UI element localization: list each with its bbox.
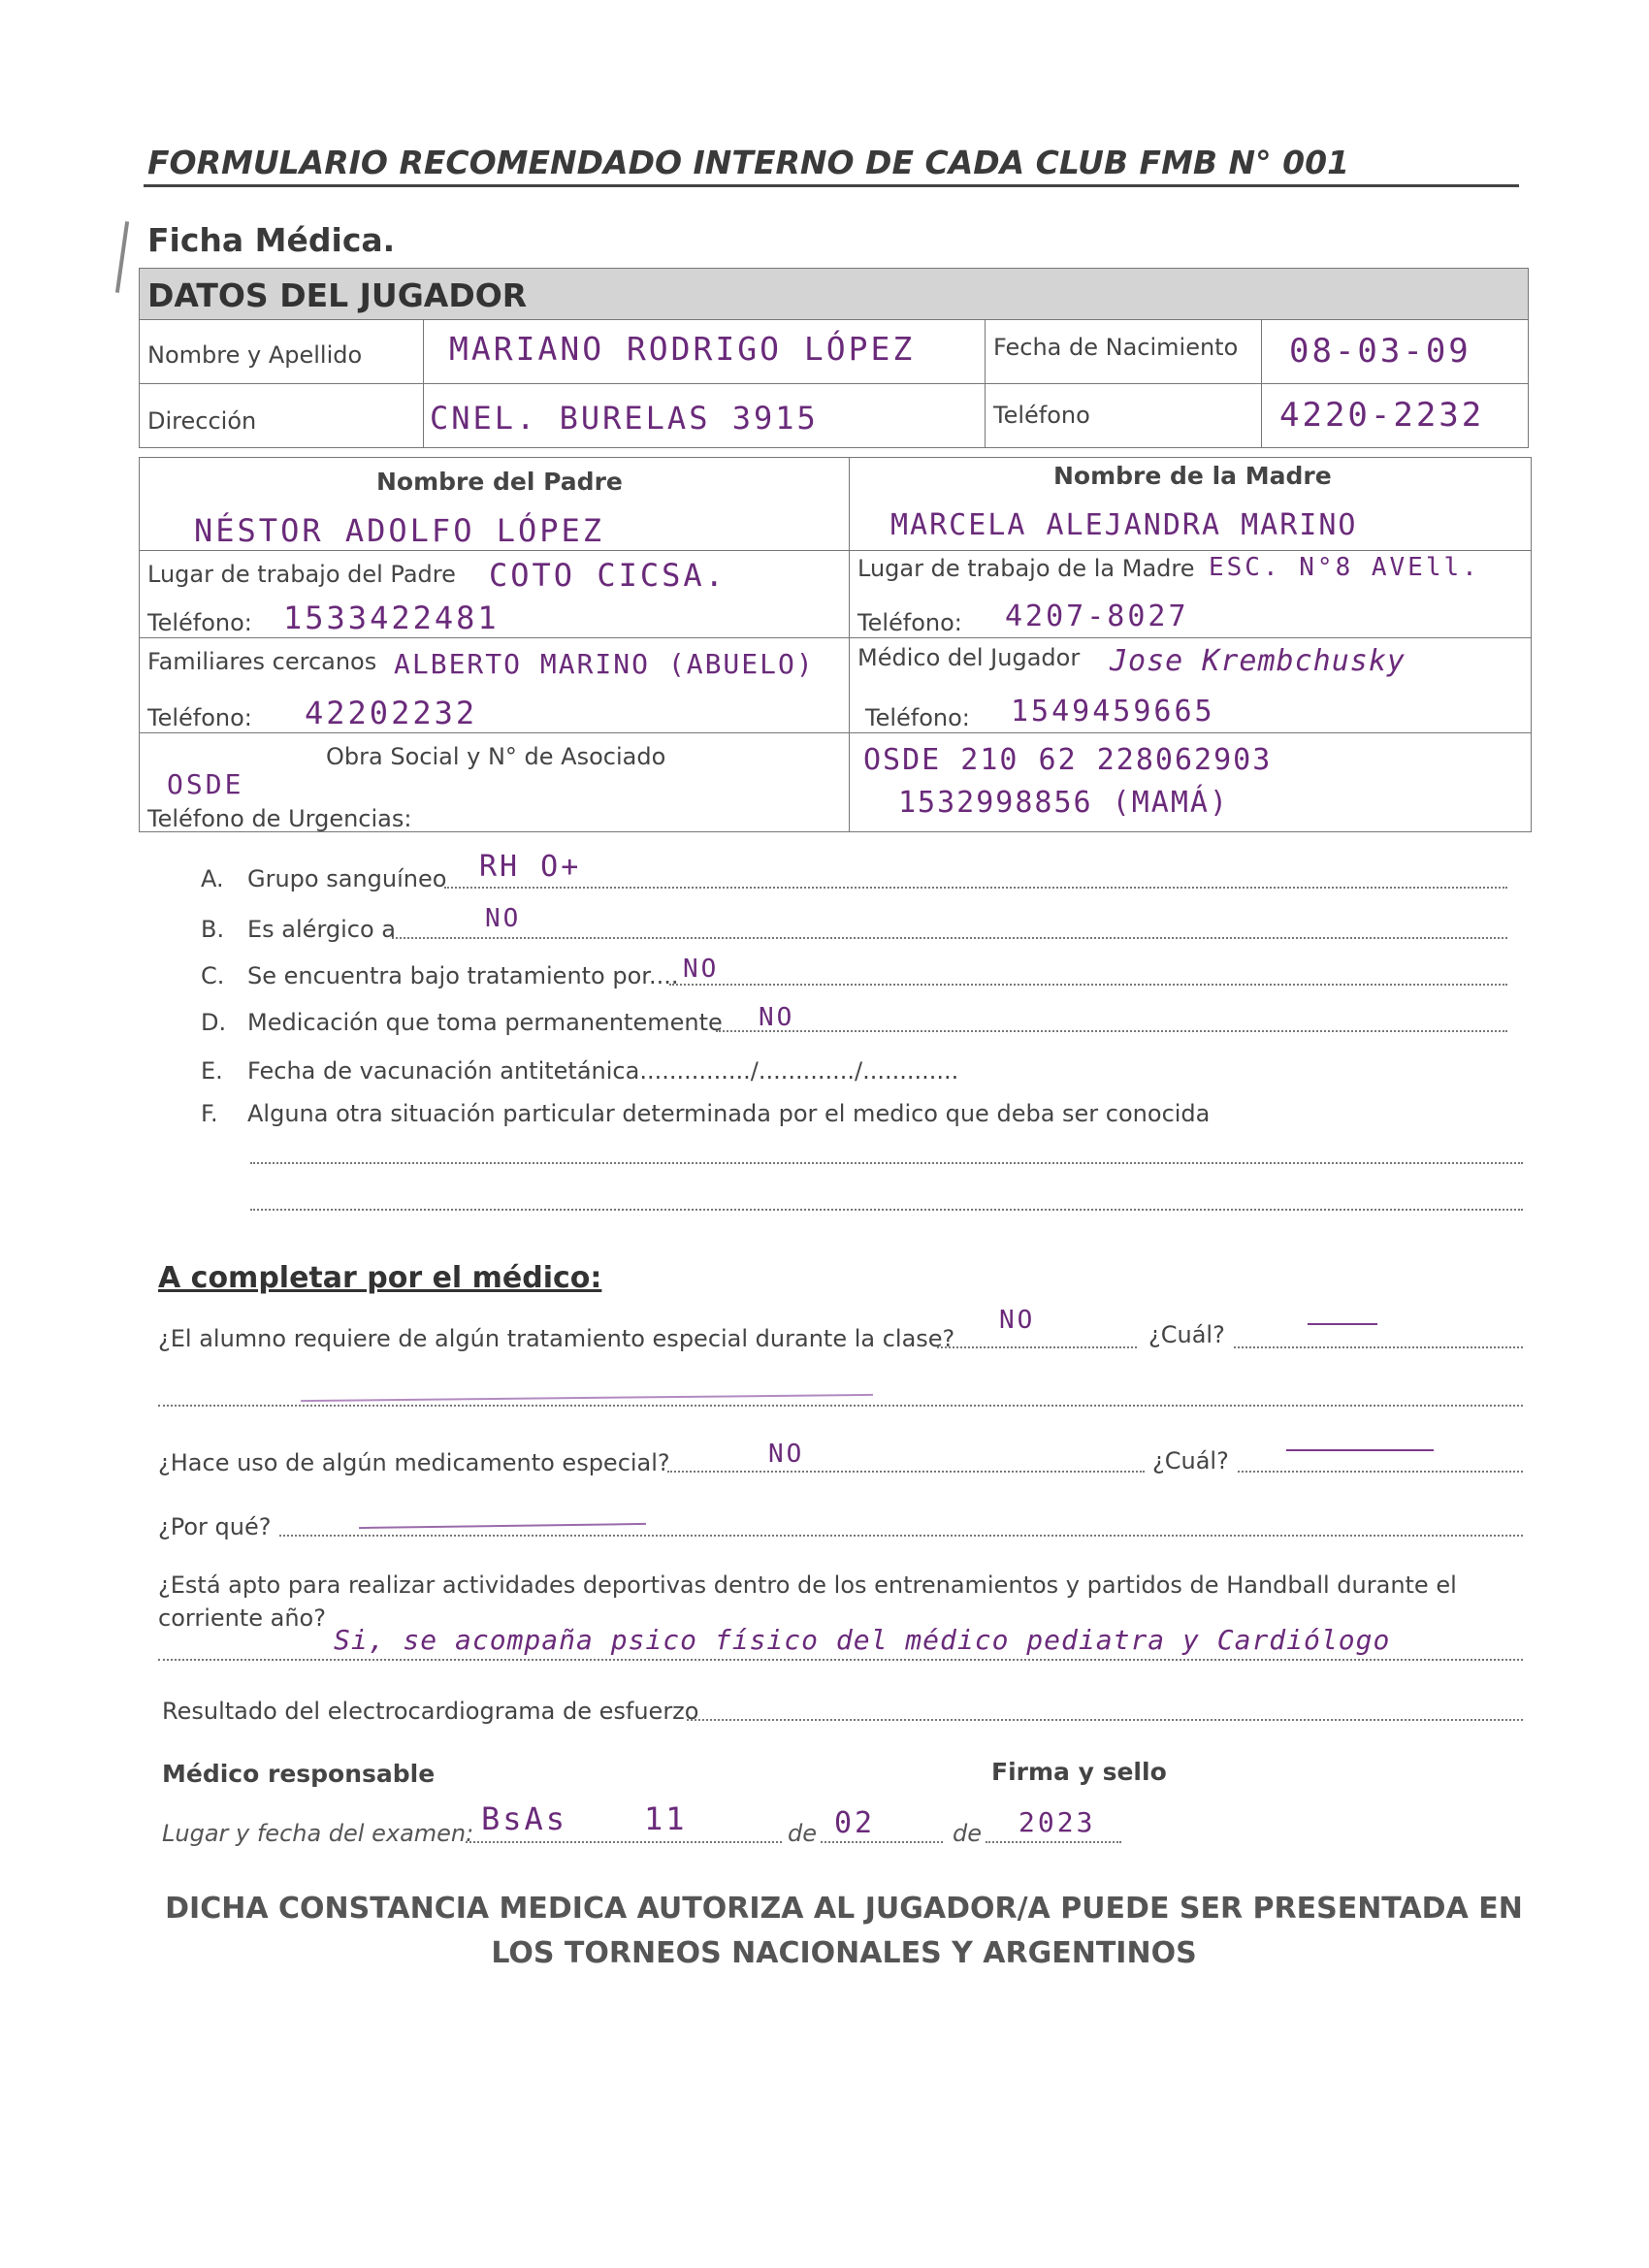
urgencias-value: 1532998856 (MAMÁ) (898, 786, 1230, 820)
trabajo-padre-label: Lugar de trabajo del Padre (147, 561, 456, 588)
item-b-answer: NO (485, 904, 522, 933)
family-table (139, 457, 1532, 832)
medico-jugador-value: Jose Krembchusky (1110, 644, 1406, 678)
direccion-label-cell (140, 384, 424, 448)
medico-jugador-label: Médico del Jugador (857, 644, 1081, 671)
footer-line-2: LOS TORNEOS NACIONALES Y ARGENTINOS (491, 1936, 1197, 1970)
item-e-letter: E. (201, 1057, 223, 1085)
tel-medico-label: Teléfono: (865, 704, 970, 731)
trabajo-madre-value: ESC. N°8 AVEll. (1209, 553, 1480, 582)
por-que-line[interactable] (279, 1535, 1523, 1537)
trabajo-padre-cell[interactable] (140, 551, 850, 638)
item-c-label: Se encuentra bajo tratamiento por.... (247, 962, 679, 989)
trabajo-padre-value: COTO CICSA. (489, 557, 727, 594)
title-divider (144, 184, 1519, 187)
margin-mark (115, 221, 129, 293)
q2-cual-line[interactable] (1238, 1471, 1523, 1473)
mes-value: 02 (834, 1806, 876, 1840)
obra-social-cell[interactable] (140, 733, 850, 832)
anio-line[interactable] (986, 1841, 1121, 1843)
item-b (201, 916, 396, 943)
q1-answer: NO (999, 1306, 1036, 1335)
item-f (201, 1100, 1210, 1127)
q1-label: ¿El alumno requiere de algún tratamiento especial durante la clase? (158, 1325, 955, 1352)
lugar-fecha-label: Lugar y fecha del examen: (162, 1820, 474, 1847)
trabajo-madre-cell[interactable] (850, 551, 1532, 638)
nacimiento-label: Fecha de Nacimiento (993, 334, 1239, 361)
tel-padre-label: Teléfono: (147, 609, 252, 636)
nombre-value: MARIANO RODRIGO LÓPEZ (449, 330, 916, 368)
item-a (201, 865, 446, 892)
medico-responsable-label: Médico responsable (162, 1760, 436, 1788)
item-f-letter: F. (201, 1100, 218, 1127)
nombre-label-cell (140, 320, 424, 384)
item-c-letter: C. (201, 962, 225, 989)
section-title: DATOS DEL JUGADOR (147, 276, 528, 314)
por-que-label: ¿Por qué? (158, 1513, 272, 1540)
q1-cual-label: ¿Cuál? (1148, 1321, 1225, 1348)
item-a-label: Grupo sanguíneo (247, 865, 447, 892)
q2-cual-dash (1286, 1449, 1434, 1451)
sheet-title: Ficha Médica. (147, 221, 396, 259)
anio-value: 2023 (1018, 1806, 1096, 1838)
q3-answer: Si, se acompaña psico físico del médico pediatra y Cardiólogo (334, 1624, 1391, 1656)
item-c-line[interactable] (669, 984, 1507, 986)
tel-madre-label: Teléfono: (857, 609, 962, 636)
familiares-cell[interactable] (140, 638, 850, 733)
obra-social-label: Obra Social y N° de Asociado (326, 743, 666, 770)
item-d-answer: NO (759, 1003, 795, 1032)
por-que-dash (359, 1523, 646, 1529)
q1-cual-dash (1308, 1323, 1377, 1325)
tel-medico-value: 1549459665 (1011, 695, 1215, 729)
obra-social-nro: OSDE 210 62 228062903 (863, 743, 1273, 777)
mes-line[interactable] (821, 1841, 943, 1843)
item-b-line[interactable] (392, 937, 1507, 939)
firma-sello-label: Firma y sello (991, 1758, 1167, 1786)
nombre-value-cell[interactable] (424, 320, 986, 384)
familiares-label: Familiares cercanos (147, 648, 377, 675)
item-d (201, 1009, 723, 1036)
medico-heading: A completar por el médico: (158, 1261, 602, 1295)
lugar-line[interactable] (466, 1841, 782, 1843)
tel-familiares-value: 42202232 (305, 695, 478, 731)
footer-line-1: DICHA CONSTANCIA MEDICA AUTORIZA AL JUGADOR/A PUEDE SER PRESENTADA EN (165, 1892, 1523, 1926)
padre-header: Nombre del Padre (376, 468, 623, 496)
medico-jugador-cell[interactable] (850, 638, 1532, 733)
q1-strike (301, 1394, 873, 1402)
nacimiento-value: 08-03-09 (1289, 332, 1471, 371)
item-f-line-2[interactable] (250, 1209, 1523, 1211)
trabajo-madre-label: Lugar de trabajo de la Madre (857, 555, 1195, 582)
q2-line[interactable] (667, 1471, 1145, 1473)
q1-cual-line[interactable] (1234, 1346, 1523, 1348)
familiares-value: ALBERTO MARINO (ABUELO) (394, 648, 815, 680)
section-header-datos-jugador (139, 268, 1529, 320)
telefono-value: 4220-2232 (1279, 396, 1485, 435)
de-label-2: de (953, 1820, 982, 1847)
obra-social-nro-cell[interactable] (850, 733, 1532, 832)
telefono-label: Teléfono (993, 402, 1090, 429)
item-a-line[interactable] (444, 887, 1507, 889)
item-a-letter: A. (201, 865, 224, 892)
nacimiento-label-cell (986, 320, 1262, 384)
padre-cell[interactable] (140, 458, 850, 551)
tel-familiares-label: Teléfono: (147, 704, 252, 731)
item-c (201, 962, 678, 989)
lugar-value: BsAs (481, 1800, 568, 1837)
nacimiento-value-cell[interactable] (1262, 320, 1529, 384)
item-d-letter: D. (201, 1009, 227, 1036)
ecg-label: Resultado del electrocardiograma de esfuerzo (162, 1698, 699, 1725)
padre-value: NÉSTOR ADOLFO LÓPEZ (194, 512, 605, 549)
item-c-answer: NO (683, 955, 720, 984)
item-e[interactable] (201, 1057, 958, 1085)
nombre-label: Nombre y Apellido (147, 341, 363, 369)
q1-line-2[interactable] (158, 1405, 1523, 1407)
item-b-letter: B. (201, 916, 225, 943)
q3-label-2: corriente año? (158, 1604, 326, 1632)
direccion-label: Dirección (147, 407, 257, 435)
de-label-1: de (788, 1820, 817, 1847)
telefono-value-cell[interactable] (1262, 384, 1529, 448)
footer-notice (146, 1887, 1542, 1976)
item-e-label: Fecha de vacunación antitetánica.............../............./............. (247, 1057, 959, 1085)
q2-label: ¿Hace uso de algún medicamento especial? (158, 1449, 670, 1476)
telefono-label-cell (986, 384, 1262, 448)
ecg-line[interactable] (687, 1719, 1523, 1721)
item-f-label: Alguna otra situación particular determinada por el medico que deba ser conocida (247, 1100, 1211, 1127)
dia-value: 11 (644, 1800, 688, 1837)
player-table (139, 319, 1529, 448)
obra-social-value: OSDE (167, 768, 244, 800)
q1-line[interactable] (937, 1346, 1137, 1348)
item-d-label: Medicación que toma permanentemente (247, 1009, 723, 1036)
q3-line[interactable] (158, 1659, 1523, 1661)
q2-answer: NO (768, 1440, 805, 1469)
item-a-answer: RH O+ (479, 850, 582, 884)
form-title: FORMULARIO RECOMENDADO INTERNO DE CADA CLUB FMB N° 001 (147, 144, 1350, 181)
direccion-value-cell[interactable] (424, 384, 986, 448)
item-d-line[interactable] (716, 1030, 1507, 1032)
q3-label-1: ¿Está apto para realizar actividades deportivas dentro de los entrenamientos y partidos de Handball durante el (158, 1571, 1457, 1599)
madre-value: MARCELA ALEJANDRA MARINO (890, 508, 1358, 542)
item-b-label: Es alérgico a (247, 916, 396, 943)
madre-cell[interactable] (850, 458, 1532, 551)
q2-cual-label: ¿Cuál? (1152, 1447, 1229, 1474)
item-f-line-1[interactable] (250, 1162, 1523, 1164)
direccion-value: CNEL. BURELAS 3915 (430, 400, 819, 437)
madre-header: Nombre de la Madre (1053, 462, 1332, 490)
tel-madre-value: 4207-8027 (1005, 599, 1189, 633)
urgencias-label: Teléfono de Urgencias: (147, 805, 412, 832)
tel-padre-value: 1533422481 (283, 599, 500, 636)
